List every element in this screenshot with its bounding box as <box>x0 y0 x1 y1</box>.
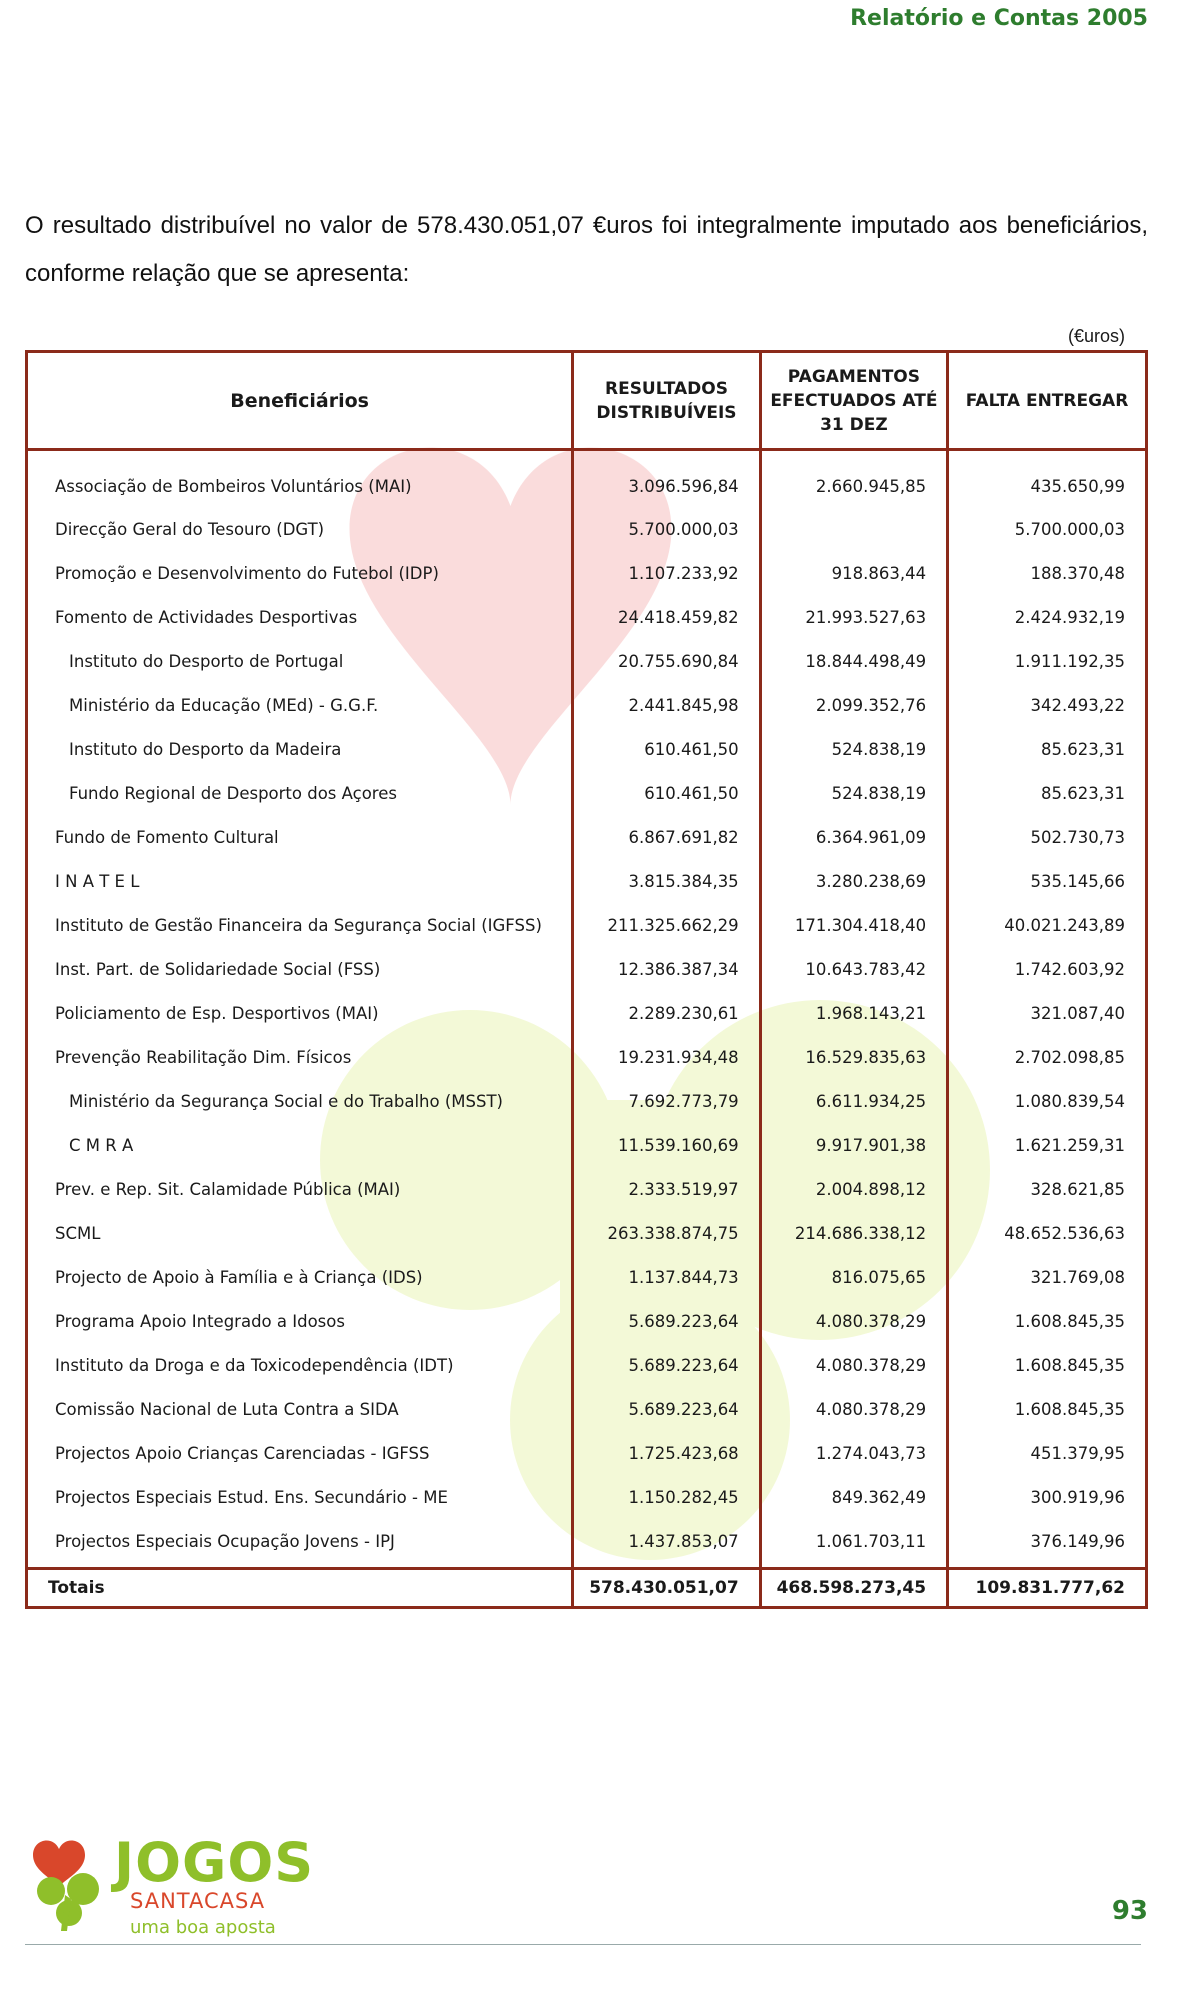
beneficiary-name: Policiamento de Esp. Desportivos (MAI) <box>55 1003 379 1023</box>
resultados-value: 1.137.844,73 <box>573 1255 760 1299</box>
header-falta: FALTA ENTREGAR <box>948 352 1147 450</box>
beneficiary-name: Projecto de Apoio à Família e à Criança (IDS) <box>55 1267 423 1287</box>
table-row <box>27 1255 1147 1299</box>
falta-value: 1.742.603,92 <box>948 947 1147 991</box>
falta-value: 85.623,31 <box>948 771 1147 815</box>
pagamentos-value: 849.362,49 <box>760 1475 947 1519</box>
totals-falta: 109.831.777,62 <box>948 1569 1147 1608</box>
table-row <box>27 1167 1147 1211</box>
pagamentos-value <box>760 507 947 551</box>
resultados-value: 7.692.773,79 <box>573 1079 760 1123</box>
resultados-value: 2.333.519,97 <box>573 1167 760 1211</box>
beneficiary-name: Instituto da Droga e da Toxicodependência (IDT) <box>55 1355 454 1375</box>
pagamentos-value: 524.838,19 <box>760 771 947 815</box>
beneficiary-name: Fomento de Actividades Desportivas <box>55 607 358 627</box>
table-row <box>27 683 1147 727</box>
falta-value: 1.608.845,35 <box>948 1299 1147 1343</box>
falta-value: 1.608.845,35 <box>948 1343 1147 1387</box>
table-row <box>27 859 1147 903</box>
falta-value: 502.730,73 <box>948 815 1147 859</box>
beneficiary-name: Instituto do Desporto da Madeira <box>69 739 342 759</box>
pagamentos-value: 2.660.945,85 <box>760 450 947 508</box>
beneficiary-name: Associação de Bombeiros Voluntários (MAI) <box>55 476 412 496</box>
pagamentos-value: 21.993.527,63 <box>760 595 947 639</box>
falta-value: 5.700.000,03 <box>948 507 1147 551</box>
beneficiary-name: Instituto de Gestão Financeira da Segurança Social (IGFSS) <box>55 915 542 935</box>
resultados-value: 2.441.845,98 <box>573 683 760 727</box>
falta-value: 321.769,08 <box>948 1255 1147 1299</box>
report-title: Relatório e Contas 2005 <box>850 6 1148 31</box>
resultados-value: 263.338.874,75 <box>573 1211 760 1255</box>
table-row <box>27 815 1147 859</box>
table-row <box>27 903 1147 947</box>
beneficiary-name: Prevenção Reabilitação Dim. Físicos <box>55 1047 352 1067</box>
resultados-value: 12.386.387,34 <box>573 947 760 991</box>
table-row <box>27 595 1147 639</box>
totals-pagamentos: 468.598.273,45 <box>760 1569 947 1608</box>
beneficiary-name: Instituto do Desporto de Portugal <box>69 651 344 671</box>
header-resultados: RESULTADOS DISTRIBUÍVEIS <box>573 352 760 450</box>
units-label: (€uros) <box>1067 326 1125 346</box>
pagamentos-value: 16.529.835,63 <box>760 1035 947 1079</box>
beneficiary-name: C M R A <box>69 1135 134 1155</box>
falta-value: 328.621,85 <box>948 1167 1147 1211</box>
pagamentos-value: 9.917.901,38 <box>760 1123 947 1167</box>
resultados-value: 2.289.230,61 <box>573 991 760 1035</box>
pagamentos-value: 3.280.238,69 <box>760 859 947 903</box>
pagamentos-value: 2.004.898,12 <box>760 1167 947 1211</box>
resultados-value: 11.539.160,69 <box>573 1123 760 1167</box>
falta-value: 2.424.932,19 <box>948 595 1147 639</box>
beneficiaries-table <box>25 350 1148 1609</box>
resultados-value: 1.437.853,07 <box>573 1519 760 1569</box>
beneficiary-name: I N A T E L <box>55 871 140 891</box>
page-number: 93 <box>1111 1896 1148 1926</box>
beneficiary-name: Ministério da Educação (MEd) - G.G.F. <box>69 695 379 715</box>
falta-value: 48.652.536,63 <box>948 1211 1147 1255</box>
pagamentos-value: 18.844.498,49 <box>760 639 947 683</box>
pagamentos-value: 1.061.703,11 <box>760 1519 947 1569</box>
totals-row <box>27 1569 1147 1608</box>
pagamentos-value: 816.075,65 <box>760 1255 947 1299</box>
beneficiary-name: Fundo de Fomento Cultural <box>55 827 279 847</box>
falta-value: 300.919,96 <box>948 1475 1147 1519</box>
beneficiary-name: Projectos Apoio Crianças Carenciadas - IGFSS <box>55 1443 430 1463</box>
falta-value: 321.087,40 <box>948 991 1147 1035</box>
logo-slogan: uma boa aposta <box>130 1917 276 1938</box>
pagamentos-value: 918.863,44 <box>760 551 947 595</box>
jogos-santacasa-logo <box>25 1831 315 1943</box>
pagamentos-value: 524.838,19 <box>760 727 947 771</box>
table-row <box>27 1211 1147 1255</box>
pagamentos-value: 2.099.352,76 <box>760 683 947 727</box>
pagamentos-value: 6.611.934,25 <box>760 1079 947 1123</box>
resultados-value: 1.107.233,92 <box>573 551 760 595</box>
resultados-value: 5.689.223,64 <box>573 1343 760 1387</box>
pagamentos-value: 1.968.143,21 <box>760 991 947 1035</box>
header-beneficiarios: Beneficiários <box>27 352 573 450</box>
beneficiary-name: Ministério da Segurança Social e do Trabalho (MSST) <box>69 1091 503 1111</box>
beneficiary-name: Promoção e Desenvolvimento do Futebol (IDP) <box>55 563 439 583</box>
resultados-value: 610.461,50 <box>573 727 760 771</box>
resultados-value: 5.700.000,03 <box>573 507 760 551</box>
resultados-value: 211.325.662,29 <box>573 903 760 947</box>
pagamentos-value: 4.080.378,29 <box>760 1387 947 1431</box>
table-row <box>27 639 1147 683</box>
table-row <box>27 1475 1147 1519</box>
falta-value: 2.702.098,85 <box>948 1035 1147 1079</box>
beneficiary-name: Projectos Especiais Ocupação Jovens - IPJ <box>55 1531 395 1551</box>
falta-value: 188.370,48 <box>948 551 1147 595</box>
resultados-value: 19.231.934,48 <box>573 1035 760 1079</box>
resultados-value: 5.689.223,64 <box>573 1299 760 1343</box>
totals-resultados: 578.430.051,07 <box>573 1569 760 1608</box>
table-row <box>27 991 1147 1035</box>
table-header-row <box>27 352 1147 450</box>
falta-value: 535.145,66 <box>948 859 1147 903</box>
pagamentos-value: 4.080.378,29 <box>760 1343 947 1387</box>
resultados-value: 20.755.690,84 <box>573 639 760 683</box>
beneficiary-name: Fundo Regional de Desporto dos Açores <box>69 783 397 803</box>
pagamentos-value: 4.080.378,29 <box>760 1299 947 1343</box>
falta-value: 1.608.845,35 <box>948 1387 1147 1431</box>
resultados-value: 3.815.384,35 <box>573 859 760 903</box>
beneficiary-name: Programa Apoio Integrado a Idosos <box>55 1311 345 1331</box>
pagamentos-value: 10.643.783,42 <box>760 947 947 991</box>
logo-word-jogos: JOGOS <box>114 1831 315 1894</box>
footer-divider <box>25 1944 1141 1945</box>
beneficiary-name: SCML <box>55 1223 101 1243</box>
heart-clover-icon <box>25 1833 115 1933</box>
resultados-value: 6.867.691,82 <box>573 815 760 859</box>
table-row <box>27 1123 1147 1167</box>
beneficiary-name: Direcção Geral do Tesouro (DGT) <box>55 519 325 539</box>
falta-value: 40.021.243,89 <box>948 903 1147 947</box>
falta-value: 85.623,31 <box>948 727 1147 771</box>
resultados-value: 610.461,50 <box>573 771 760 815</box>
table-row <box>27 1519 1147 1569</box>
table-row <box>27 450 1147 508</box>
header-pagamentos: PAGAMENTOS EFECTUADOS ATÉ 31 DEZ <box>760 352 947 450</box>
table-row <box>27 551 1147 595</box>
resultados-value: 3.096.596,84 <box>573 450 760 508</box>
falta-value: 451.379,95 <box>948 1431 1147 1475</box>
table-row <box>27 1431 1147 1475</box>
pagamentos-value: 1.274.043,73 <box>760 1431 947 1475</box>
table-row <box>27 507 1147 551</box>
table-row <box>27 1343 1147 1387</box>
beneficiary-name: Inst. Part. de Solidariedade Social (FSS) <box>55 959 381 979</box>
falta-value: 376.149,96 <box>948 1519 1147 1569</box>
resultados-value: 24.418.459,82 <box>573 595 760 639</box>
falta-value: 435.650,99 <box>948 450 1147 508</box>
logo-word-santacasa: SANTACASA <box>130 1889 266 1913</box>
table-row <box>27 947 1147 991</box>
totals-label: Totais <box>27 1569 573 1608</box>
resultados-value: 5.689.223,64 <box>573 1387 760 1431</box>
beneficiary-name: Prev. e Rep. Sit. Calamidade Pública (MAI) <box>55 1179 401 1199</box>
falta-value: 1.911.192,35 <box>948 639 1147 683</box>
table-row <box>27 727 1147 771</box>
falta-value: 342.493,22 <box>948 683 1147 727</box>
pagamentos-value: 171.304.418,40 <box>760 903 947 947</box>
resultados-value: 1.725.423,68 <box>573 1431 760 1475</box>
table-row <box>27 1079 1147 1123</box>
resultados-value: 1.150.282,45 <box>573 1475 760 1519</box>
table-row <box>27 1035 1147 1079</box>
intro-paragraph: O resultado distribuível no valor de 578.430.051,07 €uros foi integralmente imputado aos beneficiários, conforme relação que se apresenta: <box>25 212 1148 287</box>
pagamentos-value: 214.686.338,12 <box>760 1211 947 1255</box>
beneficiary-name: Projectos Especiais Estud. Ens. Secundário - ME <box>55 1487 448 1507</box>
table-row <box>27 1387 1147 1431</box>
falta-value: 1.080.839,54 <box>948 1079 1147 1123</box>
beneficiary-name: Comissão Nacional de Luta Contra a SIDA <box>55 1399 399 1419</box>
table-row <box>27 1299 1147 1343</box>
falta-value: 1.621.259,31 <box>948 1123 1147 1167</box>
table-row <box>27 771 1147 815</box>
pagamentos-value: 6.364.961,09 <box>760 815 947 859</box>
